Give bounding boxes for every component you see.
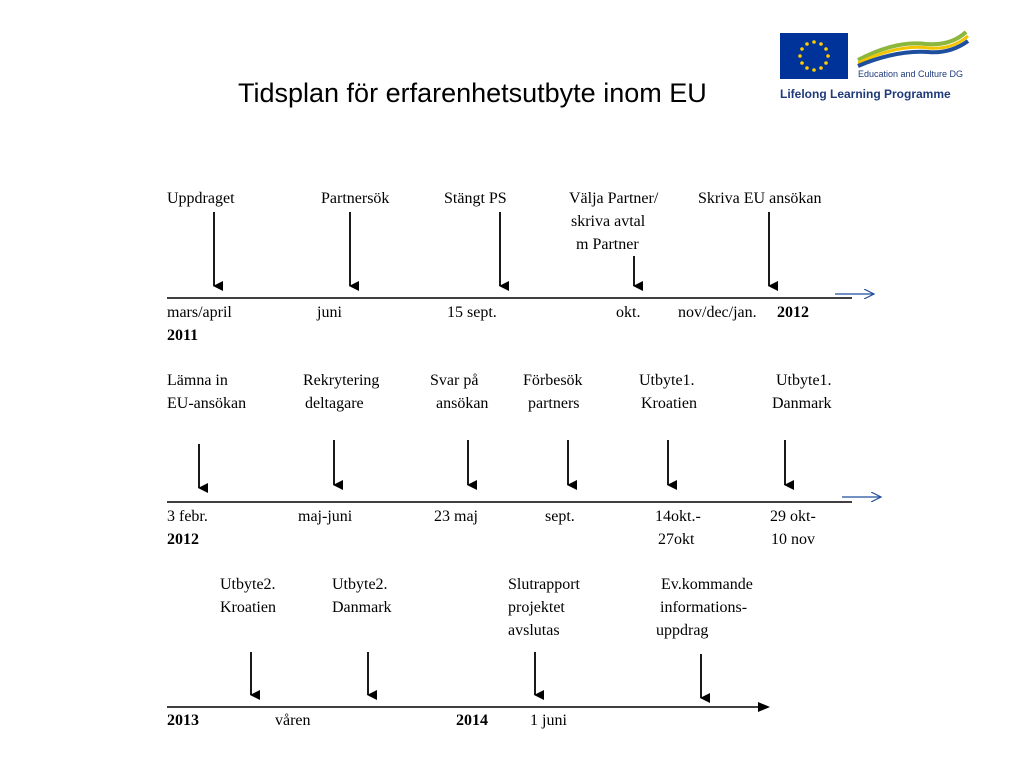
- date-label: mars/april: [167, 304, 232, 321]
- event-label: projektet: [508, 599, 565, 616]
- event-label: Utbyte2.: [220, 576, 276, 593]
- date-label: 3 febr.: [167, 508, 208, 525]
- event-label: uppdrag: [656, 622, 709, 639]
- event-label: Utbyte1.: [639, 372, 695, 389]
- year-label: 2013: [167, 712, 199, 729]
- date-label: sept.: [545, 508, 575, 525]
- date-label: 15 sept.: [447, 304, 497, 321]
- event-label: m Partner: [576, 236, 639, 253]
- date-label: nov/dec/jan.: [678, 304, 757, 321]
- event-label: Slutrapport: [508, 576, 580, 593]
- year-label: 2012: [777, 304, 809, 321]
- event-label: Kroatien: [220, 599, 276, 616]
- event-label: Utbyte2.: [332, 576, 388, 593]
- event-label: Utbyte1.: [776, 372, 832, 389]
- date-label: juni: [317, 304, 342, 321]
- year-label: 2012: [167, 531, 199, 548]
- event-label: Lämna in: [167, 372, 228, 389]
- event-label: skriva avtal: [571, 213, 646, 230]
- event-label: deltagare: [305, 395, 364, 412]
- event-label: Partnersök: [321, 190, 390, 207]
- date-label: 29 okt-: [770, 508, 816, 525]
- date-label: våren: [275, 712, 311, 729]
- event-label: informations-: [660, 599, 748, 616]
- date-label: 14okt.-: [655, 508, 701, 525]
- event-label: Skriva EU ansökan: [698, 190, 822, 207]
- event-label: Kroatien: [641, 395, 697, 412]
- event-label: Välja Partner/: [569, 190, 659, 207]
- event-label: Förbesök: [523, 372, 583, 389]
- event-label: Danmark: [772, 395, 832, 412]
- date-label: 23 maj: [434, 508, 478, 525]
- event-label: Ev.kommande: [661, 576, 753, 593]
- event-label: Uppdraget: [167, 190, 235, 207]
- date-label: okt.: [616, 304, 641, 321]
- event-label: ansökan: [436, 395, 489, 412]
- event-label: avslutas: [508, 622, 560, 639]
- event-label: EU-ansökan: [167, 395, 247, 412]
- date-label: 1 juni: [530, 712, 567, 729]
- year-label: 2014: [456, 712, 488, 729]
- programme-label: Lifelong Learning Programme: [780, 87, 951, 101]
- event-label: Stängt PS: [444, 190, 507, 207]
- dg-label: Education and Culture DG: [858, 69, 964, 79]
- date-label: 10 nov: [771, 531, 815, 548]
- page-title: Tidsplan för erfarenhetsutbyte inom EU: [238, 78, 707, 108]
- event-label: Rekrytering: [303, 372, 380, 389]
- year-label: 2011: [167, 327, 199, 344]
- date-label: maj-juni: [298, 508, 353, 525]
- event-label: Svar på: [430, 372, 479, 389]
- date-label: 27okt: [658, 531, 695, 548]
- event-label: Danmark: [332, 599, 392, 616]
- event-label: partners: [528, 395, 580, 412]
